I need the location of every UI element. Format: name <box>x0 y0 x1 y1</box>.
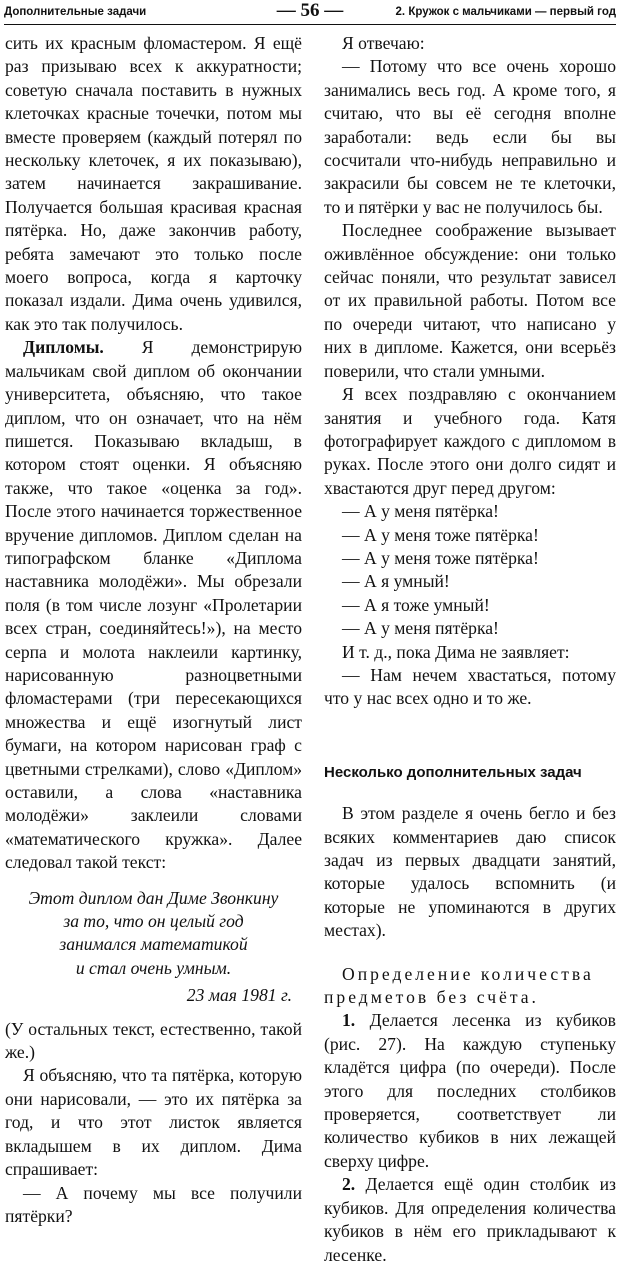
section-heading: Несколько дополнительных задач <box>324 763 582 781</box>
quote-line: и стал очень умным. <box>75 957 232 978</box>
paragraph: Последнее соображение вызывает оживлённое обсуждение: они только сейчас поняли, что результат зависел от их правильной работы. Потом все по очереди читают, что написано у них в дипломе. Кажется, они всерьёз поверили, что стали умными. <box>324 220 616 381</box>
paragraph: И т. д., пока Дима не заявляет: <box>342 641 570 662</box>
header-section-title: Дополнительные задачи <box>4 6 147 18</box>
task-text: Делается ещё один столбик из кубиков. Для определения количества кубиков в нём его прикладывают к лесенке. <box>324 1174 616 1265</box>
diploma-quote <box>5 887 302 981</box>
paragraph: Я всех поздравляю с окончанием занятия и учебного года. Катя фотографирует каждого с дипломом в руках. После этого они долго сидят и хвастаются друг перед другом: <box>324 384 616 498</box>
quote-line: занимался математикой <box>59 934 248 955</box>
paragraph: сить их красным фломастером. Я ещё раз призываю всех к аккуратности; советую сначала поставить в нужных клеточках красные точечки, потом мы вместе проверяем (каждый потерял по нескольку клеточек, я их показываю), затем начинается закрашивание. Получается большая красивая красная пятёрка. Но, даже закончив работу, ребята замечают это только после моего вопроса, когда я карточку показал издали. Дима очень удивился, как это так получилось. <box>5 33 302 334</box>
dialogue-line: — А я тоже умный! <box>342 594 490 615</box>
paragraph: В этом разделе я очень бегло и без всяких комментариев даю список задач из первых двадцати занятий, которые удалось вспомнить (и которые не упоминаются в других местах). <box>324 803 616 941</box>
paragraph: (У остальных текст, естественно, такой же.) <box>5 1018 302 1063</box>
header-chapter-title: 2. Кружок с мальчиками — первый год <box>395 6 616 18</box>
dialogue-line: — А я умный! <box>342 571 450 592</box>
dialogue-line: — А почему мы все получили пятёрки? <box>5 1182 302 1226</box>
quote-line: Этот диплом дан Диме Звонкину <box>28 887 279 908</box>
paragraph: Я отвечаю: <box>342 33 425 53</box>
task-number: 2. <box>342 1174 356 1195</box>
page-number: — 56 — <box>276 0 344 21</box>
diploma-date: 23 мая 1981 г. <box>186 985 292 1006</box>
paragraph: — Потому что все очень хорошо занимались весь год. А кроме того, я считаю, что вы её сегодня вполне заработали: ведь если бы вы сосчитали что-нибудь неправильно и закрасили бы совсем не те клеточки, то и пятёрки у вас не получилось бы. <box>324 56 616 217</box>
task-item <box>324 1009 616 1173</box>
right-column <box>324 32 616 1267</box>
page-header <box>4 2 616 25</box>
dialogue-line: — А у меня пятёрка! <box>342 501 499 522</box>
left-column <box>5 32 302 1228</box>
quote-line: за то, что он целый год <box>63 911 244 932</box>
paragraph-diplomas <box>5 336 302 874</box>
paragraph: Я объясняю, что та пятёрка, которую они нарисовали, — это их пятёрка за год, и что этот листок является вкладышем в их диплом. Дима спрашивает: <box>5 1065 302 1180</box>
task-text: Делается лесенка из кубиков (рис. 27). На каждую ступеньку кладётся цифра (по очереди). После этого для последних столбиков проверяется, соответствует ли количество кубиков в них лежащей сверху цифре. <box>324 1010 616 1171</box>
task-number: 1. <box>342 1010 356 1031</box>
dialogue-line: — А у меня пятёрка! <box>342 618 499 639</box>
subsection-heading: Определение количества предметов без счёта. <box>324 963 594 1008</box>
dialogue-line: — А у меня тоже пятёрка! <box>342 547 539 568</box>
dialogue-line: — А у меня тоже пятёрка! <box>342 524 539 545</box>
dialogue-line: — Нам нечем хвастаться, потому что у нас всех одно и то же. <box>324 664 616 709</box>
paragraph-lead: Дипломы. <box>23 337 104 358</box>
task-item <box>324 1173 616 1267</box>
paragraph-text: Я демонстрирую мальчикам свой диплом об окончании университета, объясняю, что такое диплом, что он означает, что на нём пишется. Показываю вкладыш, в котором стоят оценки. Я объясняю также, что такое «оценка за год». После этого начинается торжественное вручение дипломов. Диплом сделан на типографском бланке «Диплома наставника молодёжи». Мы обрезали поля (в том числе лозунг «Пролетарии всех стран, соединяйтесь!»), на место серпа и молота наклеили картинку, нарисованную разноцветными фломастерами (три пересекающихся множества и ещё изогнутый лист бумаги, на котором нарисован граф с цветными стрелками), слово «Диплом» оставили, а слова «наставника молодёжи» заклеили словами «математического кружка». Далее следовал такой текст: <box>5 337 302 873</box>
